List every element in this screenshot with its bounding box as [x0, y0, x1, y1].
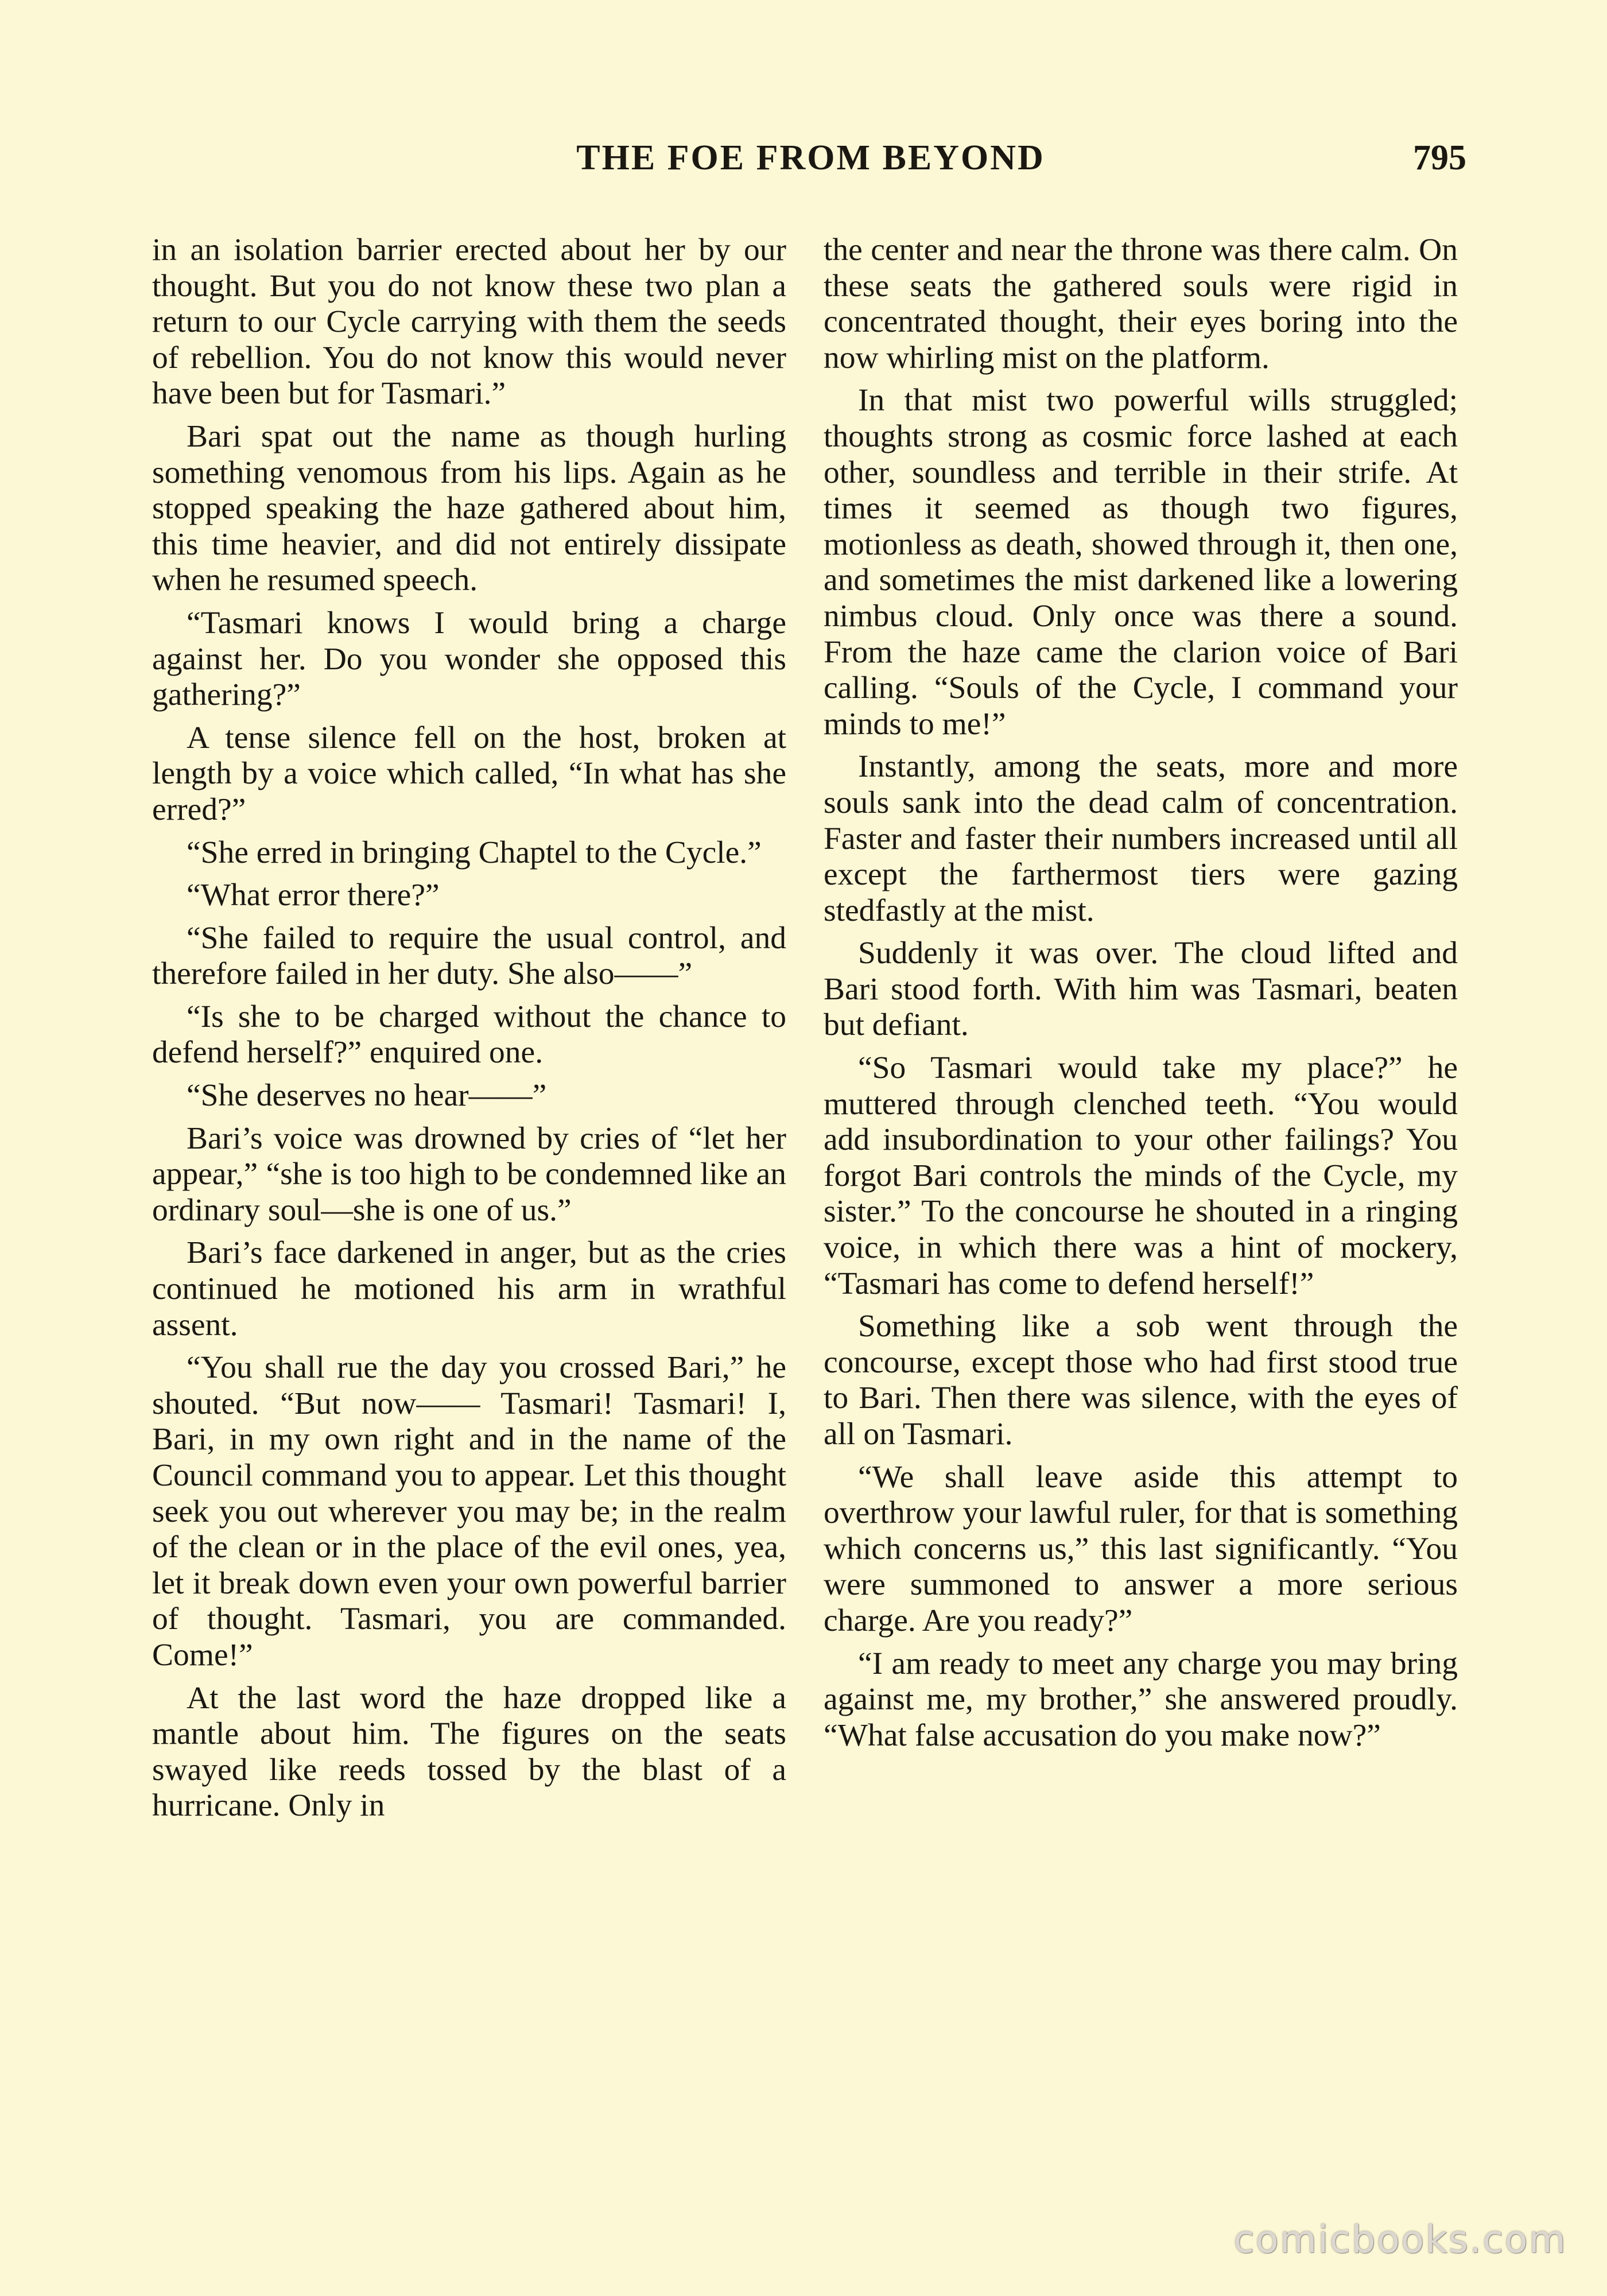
paragraph: “Is she to be charged without the chance to defend herself?” enquired one.	[152, 999, 786, 1071]
page-header	[155, 138, 1466, 189]
paragraph: “I am ready to meet any charge you may bring against me, my brother,” she answered proudly. “What false accusation do you make now?”	[824, 1646, 1458, 1753]
paragraph: Bari’s voice was drowned by cries of “let her appear,” “she is too high to be condemned like an ordinary soul—she is one of us.”	[152, 1120, 786, 1228]
paragraph: “She deserves no hear——”	[187, 1078, 547, 1114]
left-text-column	[152, 232, 786, 1831]
paragraph: At the last word the haze dropped like a mantle about him. The figures on the seats swayed like reeds tossed by the blast of a hurricane. Only in	[152, 1680, 786, 1824]
paragraph: “We shall leave aside this attempt to overthrow your lawful ruler, for that is something which concerns us,” this last significantly. “You were summoned to answer a more serious charge. Are you ready?”	[824, 1459, 1458, 1638]
paragraph: Bari’s face darkened in anger, but as the cries continued he motioned his arm in wrathful assent.	[152, 1235, 786, 1343]
paragraph: “What error there?”	[187, 878, 440, 913]
paragraph: “So Tasmari would take my place?” he muttered through clenched teeth. “You would add insubordination to your other failings? You forgot Bari controls the minds of the Cycle, my sister.” To the concourse he shouted in a ringing voice, in which there was a hint of mockery, “Tasmari has come to defend herself!”	[824, 1050, 1458, 1301]
paragraph: “You shall rue the day you crossed Bari,” he shouted. “But now—— Tasmari! Tasmari! I, Bari, in my own right and in the name of the Council command you to appear. Let this thought seek you out wherever you may be; in the realm of the clean or in the place of the evil ones, yea, let it break down even your own powerful barrier of thought. Tasmari, you are commanded. Come!”	[152, 1350, 786, 1673]
paragraph: in an isolation barrier erected about her by our thought. But you do not know these two plan a return to our Cycle carrying with them the seeds of rebellion. You do not know this would never have been but for Tasmari.”	[152, 232, 786, 412]
running-title: THE FOE FROM BEYOND	[576, 138, 1045, 177]
paragraph: “She failed to require the usual control, and therefore failed in her duty. She also——”	[152, 920, 786, 992]
paragraph: Suddenly it was over. The cloud lifted and Bari stood forth. With him was Tasmari, beaten but defiant.	[824, 936, 1458, 1043]
paragraph: the center and near the throne was there calm. On these seats the gathered souls were rigid in concentrated thought, their eyes boring into the now whirling mist on the platform.	[824, 232, 1458, 375]
paragraph: Bari spat out the name as though hurling something venomous from his lips. Again as he stopped speaking the haze gathered about him, this time heavier, and did not entirely dissipate when he resumed speech.	[152, 418, 786, 598]
site-watermark: comicbooks.com	[1233, 2217, 1567, 2262]
page-number: 795	[1413, 138, 1466, 177]
paragraph: “She erred in bringing Chaptel to the Cycle.”	[187, 835, 762, 870]
paragraph: A tense silence fell on the host, broken at length by a voice which called, “In what has she erred?”	[152, 720, 786, 827]
paragraph: Something like a sob went through the concourse, except those who had first stood true to Bari. Then there was silence, with the eyes of all on Tasmari.	[824, 1309, 1458, 1452]
paragraph: “Tasmari knows I would bring a charge against her. Do you wonder she opposed this gathering?”	[152, 605, 786, 713]
paragraph: Instantly, among the seats, more and more souls sank into the dead calm of concentration. Faster and faster their numbers increased until all except the farthermost tiers were gazing stedfastly at the mist.	[824, 749, 1458, 928]
right-text-column	[824, 232, 1458, 1760]
paragraph: In that mist two powerful wills struggled; thoughts strong as cosmic force lashed at each other, soundless and terrible in their strife. At times it seemed as though two figures, motionless as death, showed through it, then one, and sometimes the mist darkened like a lowering nimbus cloud. Only once was there a sound. From the haze came the clarion voice of Bari calling. “Souls of the Cycle, I command your minds to me!”	[824, 383, 1458, 742]
